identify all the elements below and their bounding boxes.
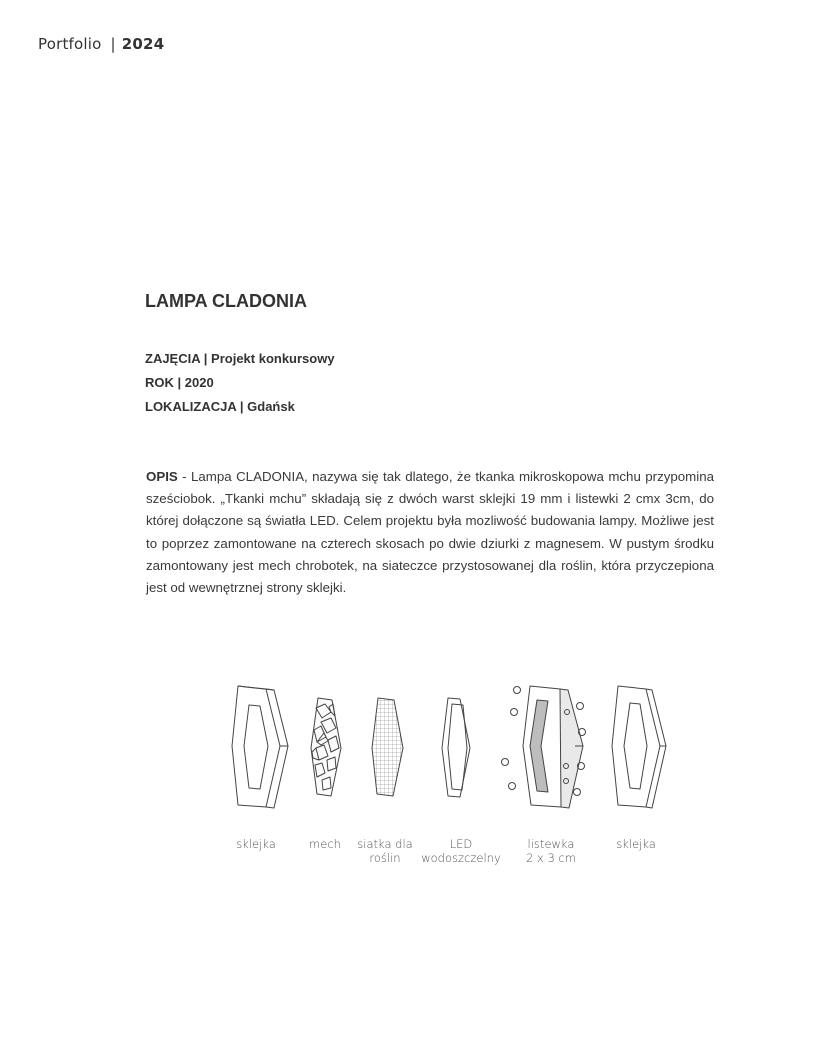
- meta-key: LOKALIZACJA: [145, 399, 237, 414]
- caption-line: sklejka: [616, 837, 656, 851]
- layer-caption-sklejka-2: [581, 837, 691, 851]
- meta-sep: |: [203, 351, 208, 366]
- description-text: - Lampa CLADONIA, nazywa się tak dlatego, że tkanka mikroskopowa mchu przypomina sześciobok. „Tkanki mchu” składają się z dwóch warst sklejki 19 mm i listewki 2 cmx 3cm, do której dołączone są światła LED. Celem projektu była mozliwość budowania lampy. Możliwe jest to poprzez zamontowane na czterech skosach po dwie dziurki z magnesem. W pustym środku zamontowany jest mech chrobotek, na siateczce przystosowanej dla roślin, która przyczepiona jest od wewnętrznej strony sklejki.: [146, 469, 714, 596]
- meta-key: ZAJĘCIA: [145, 351, 201, 366]
- caption-line: wodoszczelny: [421, 851, 501, 865]
- caption-line: sklejka: [236, 837, 276, 851]
- caption-line: LED: [449, 837, 473, 851]
- meta-sep: |: [177, 375, 182, 390]
- project-title: LAMPA CLADONIA: [145, 291, 307, 311]
- caption-line: roślin: [369, 851, 401, 865]
- moss-panel-icon: [311, 698, 341, 796]
- header-separator: |: [110, 35, 116, 53]
- project-description: [146, 466, 714, 599]
- portfolio-label: Portfolio: [38, 35, 102, 53]
- page-header: [38, 35, 164, 53]
- description-label: OPIS: [146, 469, 178, 484]
- caption-line: 2 x 3 cm: [526, 851, 576, 865]
- portfolio-year: 2024: [121, 35, 165, 53]
- meta-row-rok: [145, 375, 335, 399]
- plywood-frame-icon: [232, 686, 288, 808]
- meta-value: 2020: [184, 375, 214, 390]
- project-meta: [145, 351, 335, 423]
- exploded-lamp-diagram: [0, 670, 816, 820]
- caption-line: mech: [309, 837, 341, 851]
- plant-mesh-icon: [372, 698, 403, 796]
- meta-row-zajecia: [145, 351, 335, 375]
- meta-key: ROK: [145, 375, 174, 390]
- meta-sep: |: [239, 399, 244, 414]
- batten-frame-icon: [502, 686, 586, 808]
- caption-line: listewka: [527, 837, 575, 851]
- led-strip-icon: [442, 698, 470, 797]
- meta-row-lokalizacja: [145, 399, 335, 423]
- caption-line: siatka dla: [357, 837, 413, 851]
- meta-value: Gdańsk: [247, 399, 295, 414]
- meta-value: Projekt konkursowy: [211, 351, 335, 366]
- plywood-frame-icon: [612, 686, 666, 808]
